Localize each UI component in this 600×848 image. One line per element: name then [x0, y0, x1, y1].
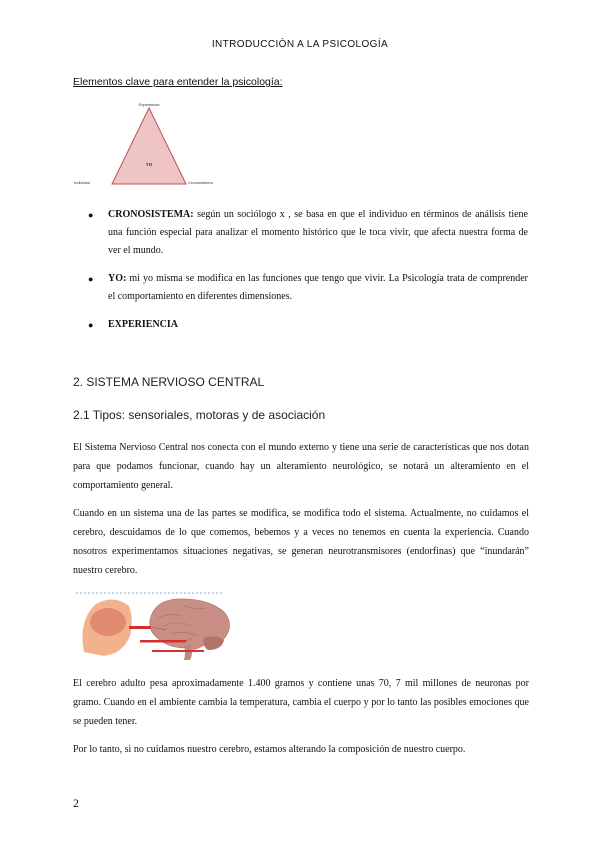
page-number: 2 [73, 796, 79, 810]
paragraph: Por lo tanto, si no cuidamos nuestro cerebro, estamos alterando la composición de nuestro cuerpo. [73, 744, 466, 755]
key-elements-list [88, 206, 528, 344]
bullet-icon: ● [88, 210, 94, 220]
paragraph: El Sistema Nervioso Central nos conecta con el mundo externo y tiene una serie de características que nos dotan para que podamos funcionar, cuando hay un alteramiento neurológico, se notará un alteramiento en el comportamiento general. [73, 442, 529, 491]
triangle-shape [112, 108, 186, 184]
triangle-right-label: Cronosistema [188, 180, 213, 185]
list-item [88, 316, 528, 334]
intro-heading: Elementos clave para entender la psicología: [73, 76, 283, 88]
triangle-left-label: Individuo [74, 180, 91, 185]
triangle-top-label: Experiencia [138, 102, 160, 107]
bullet-icon: ● [88, 320, 94, 330]
triangle-center-label: YO [145, 162, 153, 167]
section-subheading: 2.1 Tipos: sensoriales, motoras y de asociación [73, 408, 326, 422]
paragraph: Cuando en un sistema una de las partes se modifica, se modifica todo el sistema. Actualmente, no cuidamos el cerebro, descuidamos de lo que comemos, bebemos y a veces no tenemos en cuenta la experiencia. Cuando nosotros experimentamos situaciones negativas, se generan neurotransmisores (endorfinas) que “inundarán” nuestro cerebro. [73, 508, 529, 576]
list-item [88, 206, 528, 260]
bullet-term: YO: [108, 273, 127, 284]
list-item [88, 270, 528, 306]
bullet-term: CRONOSISTEMA: [108, 209, 194, 220]
bullet-text: según un sociólogo x , se basa en que el individuo en términos de análisis tiene una función especial para analizar el momento histórico que le toca vivir, que afecta nuestra forma de ver el mundo. [108, 209, 528, 256]
bullet-icon: ● [88, 274, 94, 284]
page-header: INTRODUCCIÓN A LA PSICOLOGÍA [211, 39, 389, 50]
concept-triangle-diagram [74, 100, 224, 188]
head-brain-shape [90, 608, 126, 636]
bullet-text: mi yo misma se modifica en las funciones que tengo que vivir. La Psicología trata de comprender el comportamiento en diferentes dimensiones. [108, 273, 528, 302]
bullet-term: EXPERIENCIA [108, 319, 179, 330]
section-heading: 2. SISTEMA NERVIOSO CENTRAL [73, 375, 265, 389]
paragraph: El cerebro adulto pesa aproximadamente 1.400 gramos y contiene unas 70, 7 mil millones de neuronas por gramo. Cuando en el ambiente cambia la temperatura, cambia el cuerpo y por lo tanto las posibles emociones que se pueden tener. [73, 678, 529, 727]
brain-illustration [74, 590, 238, 662]
